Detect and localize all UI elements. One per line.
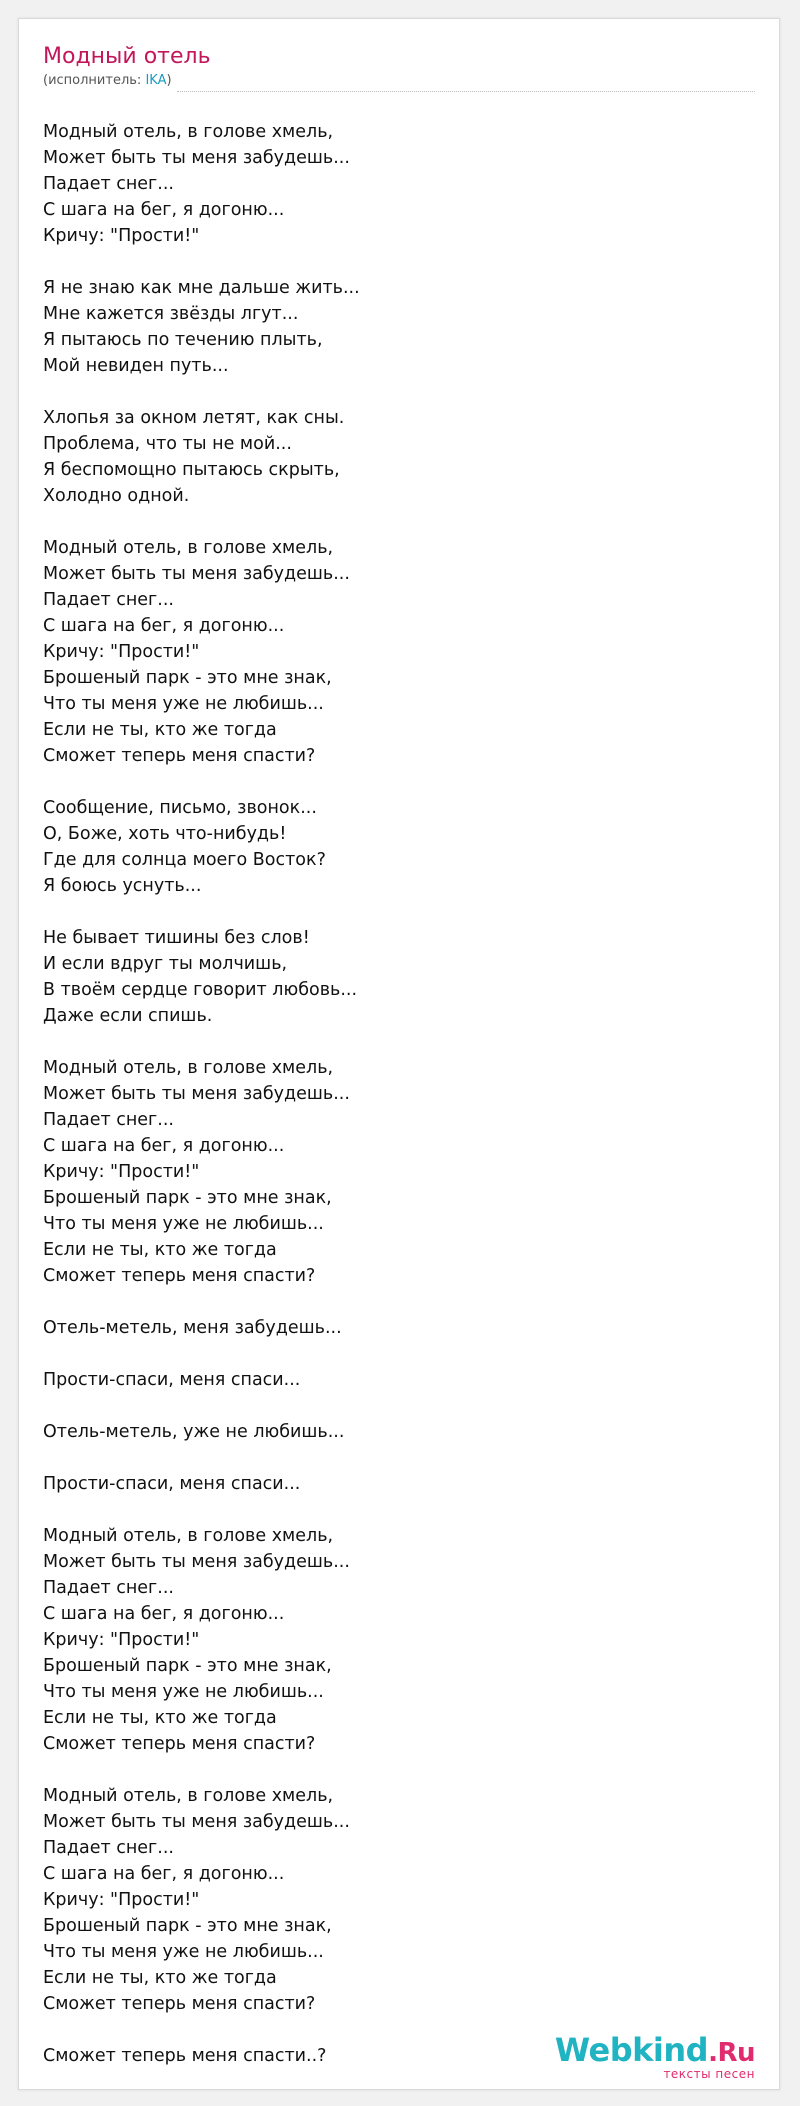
lyric-line: Что ты меня уже не любишь... <box>43 694 324 714</box>
dotted-divider <box>177 91 755 92</box>
lyric-line: Сможет теперь меня спасти? <box>43 1734 316 1754</box>
artist-suffix: ) <box>166 73 172 88</box>
lyric-line: Где для солнца моего Восток? <box>43 850 326 870</box>
artist-link[interactable]: IKA <box>145 73 167 88</box>
lyric-line: Если не ты, кто же тогда <box>43 1968 277 1988</box>
lyric-line: Модный отель, в голове хмель, <box>43 122 334 142</box>
lyrics-body <box>43 119 743 2069</box>
lyric-line: Падает снег... <box>43 1578 174 1598</box>
stanza-break <box>43 1757 743 1783</box>
lyric-line: Сможет теперь меня спасти? <box>43 1994 316 2014</box>
lyric-line: Брошеный парк - это мне знак, <box>43 1916 332 1936</box>
stanza-break <box>43 1341 743 1367</box>
lyric-line: Может быть ты меня забудешь... <box>43 148 350 168</box>
lyric-line: Я не знаю как мне дальше жить... <box>43 278 360 298</box>
artist-prefix: (исполнитель: <box>43 73 146 88</box>
logo-tld-text: .Ru <box>708 2038 755 2068</box>
lyric-line: Холодно одной. <box>43 486 190 506</box>
lyric-line: Сообщение, письмо, звонок... <box>43 798 317 818</box>
logo-main-text: Webkind <box>554 2031 709 2069</box>
lyric-line: Что ты меня уже не любишь... <box>43 1682 324 1702</box>
lyric-line: Мой невиден путь... <box>43 356 229 376</box>
lyric-line: И если вдруг ты молчишь, <box>43 954 288 974</box>
lyric-line: Падает снег... <box>43 1110 174 1130</box>
lyric-line: Кричу: "Прости!" <box>43 1162 200 1182</box>
lyric-line: Брошеный парк - это мне знак, <box>43 1656 332 1676</box>
stanza-break <box>43 1289 743 1315</box>
lyric-line: Я беспомощно пытаюсь скрыть, <box>43 460 340 480</box>
lyric-line: Сможет теперь меня спасти..? <box>43 2046 327 2066</box>
lyric-line: Прости-спаси, меня спаси... <box>43 1370 301 1390</box>
lyric-line: Если не ты, кто же тогда <box>43 720 277 740</box>
stanza-break <box>43 769 743 795</box>
lyric-line: Я боюсь уснуть... <box>43 876 202 896</box>
lyric-line: Проблема, что ты не мой... <box>43 434 292 454</box>
site-logo[interactable] <box>555 2032 755 2081</box>
lyric-line: Отель-метель, уже не любишь... <box>43 1422 345 1442</box>
stanza-break <box>43 379 743 405</box>
lyric-line: Может быть ты меня забудешь... <box>43 1812 350 1832</box>
lyric-line: Может быть ты меня забудешь... <box>43 564 350 584</box>
lyric-line: В твоём сердце говорит любовь... <box>43 980 358 1000</box>
lyric-line: Не бывает тишины без слов! <box>43 928 310 948</box>
lyric-line: Падает снег... <box>43 1838 174 1858</box>
lyric-line: Сможет теперь меня спасти? <box>43 1266 316 1286</box>
stanza-break <box>43 1497 743 1523</box>
lyric-line: С шага на бег, я догоню... <box>43 1136 285 1156</box>
lyric-line: С шага на бег, я догоню... <box>43 1604 285 1624</box>
stanza-break <box>43 1393 743 1419</box>
lyric-line: Даже если спишь. <box>43 1006 213 1026</box>
stanza-break <box>43 1445 743 1471</box>
lyric-line: Кричу: "Прости!" <box>43 1890 200 1910</box>
lyric-line: Хлопья за окном летят, как сны. <box>43 408 345 428</box>
lyric-line: Брошеный парк - это мне знак, <box>43 1188 332 1208</box>
lyric-line: Кричу: "Прости!" <box>43 226 200 246</box>
lyrics-card <box>18 18 780 2090</box>
stanza-break <box>43 1029 743 1055</box>
lyric-line: С шага на бег, я догоню... <box>43 1864 285 1884</box>
lyric-line: Сможет теперь меня спасти? <box>43 746 316 766</box>
stanza-break <box>43 899 743 925</box>
artist-line <box>43 73 172 89</box>
lyric-line: Модный отель, в голове хмель, <box>43 1526 334 1546</box>
lyric-line: Что ты меня уже не любишь... <box>43 1214 324 1234</box>
lyric-line: Я пытаюсь по течению плыть, <box>43 330 323 350</box>
lyric-line: Если не ты, кто же тогда <box>43 1708 277 1728</box>
lyric-line: Что ты меня уже не любишь... <box>43 1942 324 1962</box>
lyric-line: Кричу: "Прости!" <box>43 1630 200 1650</box>
stanza-break <box>43 509 743 535</box>
logo-tagline: тексты песен <box>663 2067 755 2081</box>
lyric-line: Модный отель, в голове хмель, <box>43 538 334 558</box>
lyric-line: Если не ты, кто же тогда <box>43 1240 277 1260</box>
lyric-line: Кричу: "Прости!" <box>43 642 200 662</box>
lyric-line: Может быть ты меня забудешь... <box>43 1084 350 1104</box>
lyric-line: Падает снег... <box>43 590 174 610</box>
lyric-line: О, Боже, хоть что-нибудь! <box>43 824 287 844</box>
lyric-line: С шага на бег, я догоню... <box>43 200 285 220</box>
lyric-line: Модный отель, в голове хмель, <box>43 1058 334 1078</box>
lyric-line: С шага на бег, я догоню... <box>43 616 285 636</box>
lyric-line: Брошеный парк - это мне знак, <box>43 668 332 688</box>
song-title: Модный отель <box>43 44 211 69</box>
lyric-line: Прости-спаси, меня спаси... <box>43 1474 301 1494</box>
lyric-line: Модный отель, в голове хмель, <box>43 1786 334 1806</box>
lyric-line: Может быть ты меня забудешь... <box>43 1552 350 1572</box>
stanza-break <box>43 249 743 275</box>
lyric-line: Отель-метель, меня забудешь... <box>43 1318 342 1338</box>
lyric-line: Падает снег... <box>43 174 174 194</box>
lyric-line: Мне кажется звёзды лгут... <box>43 304 299 324</box>
logo-wordmark <box>555 2032 755 2071</box>
